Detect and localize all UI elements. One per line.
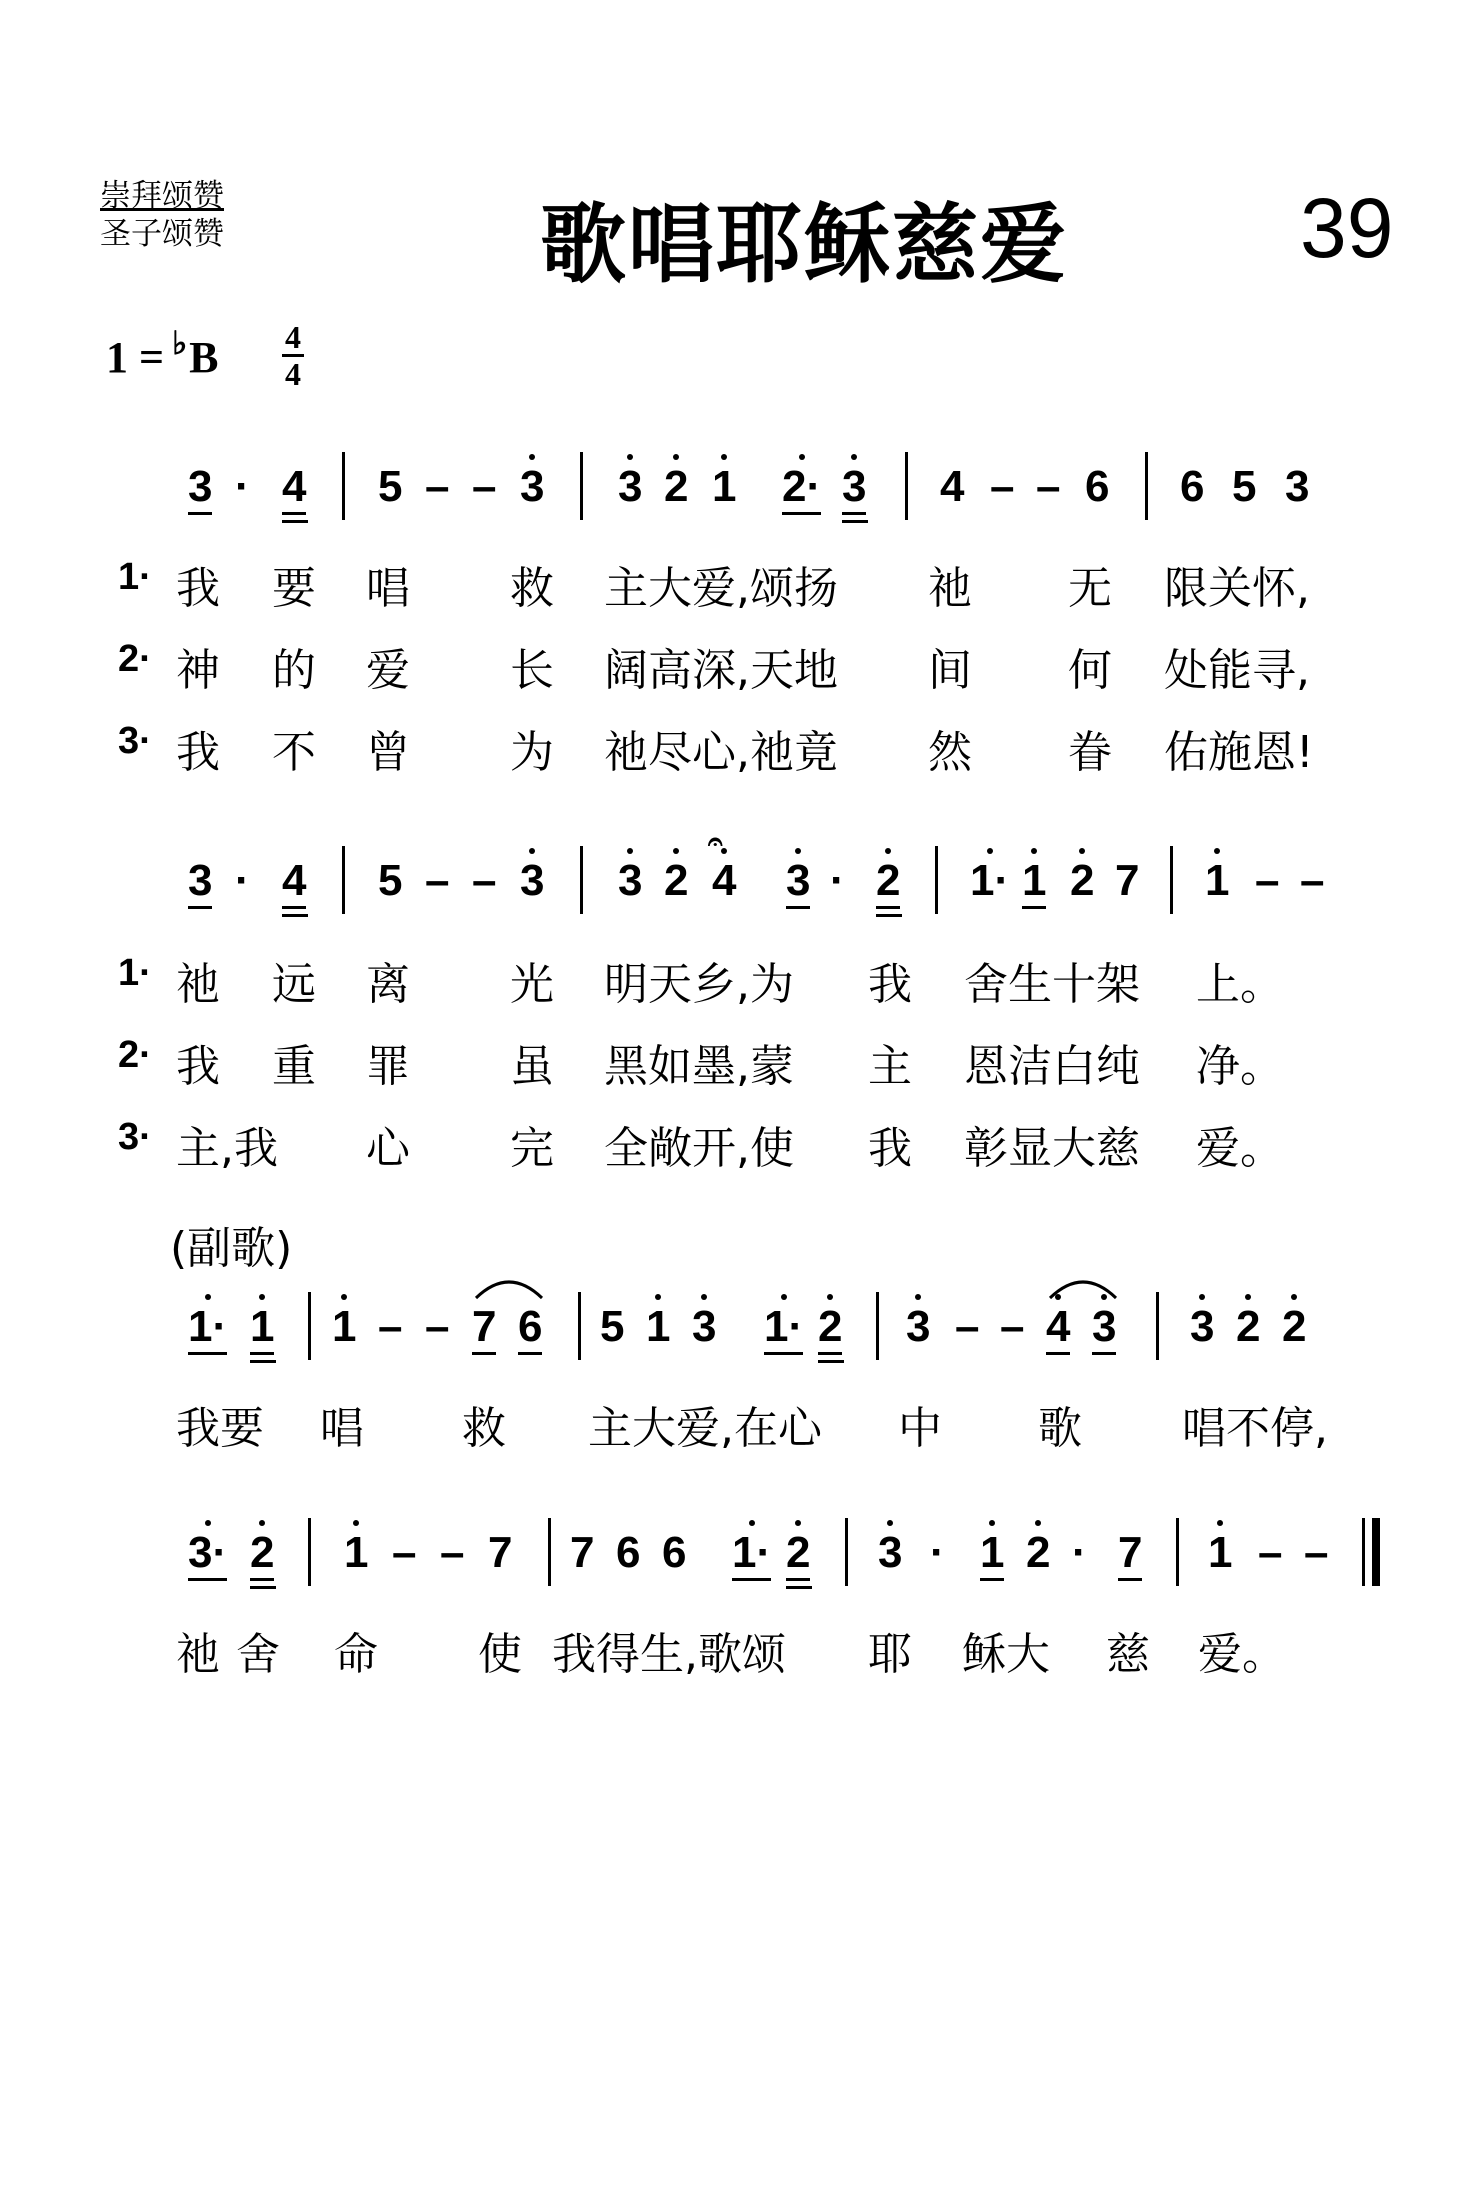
lyric: 祂 (928, 563, 972, 614)
lyric: 唱不停, (1182, 1403, 1328, 1454)
lyric: 眷 (1068, 727, 1112, 778)
note: 3 (520, 462, 545, 511)
note: · (235, 462, 250, 511)
lyric: 我 (868, 1123, 912, 1174)
note: 2 (664, 856, 689, 905)
verse-number: 2· (118, 1034, 152, 1076)
flat-sign: ♭ (172, 325, 188, 361)
lyric: 上。 (1196, 959, 1284, 1010)
note: 3 (786, 856, 810, 909)
note: – (1304, 1528, 1329, 1577)
lyric: 唱 (320, 1403, 364, 1454)
note: – (1258, 1528, 1283, 1577)
note: 6 (662, 1528, 687, 1577)
verse-1-line-1 (0, 552, 1477, 612)
lyric: 使 (478, 1629, 522, 1680)
notation-line-1 (0, 462, 1477, 522)
note: 5 (378, 462, 403, 511)
note: – (1036, 462, 1061, 511)
note: 7 (1115, 856, 1140, 905)
verse-number: 1· (118, 556, 152, 598)
hymn-number: 39 (1300, 181, 1394, 275)
note: 2 (664, 462, 689, 511)
lyric: 阔高深,天地 (604, 645, 838, 696)
barline (935, 846, 938, 914)
note: 3 (618, 462, 643, 511)
note: 6 (1085, 462, 1110, 511)
key-prefix: 1 = (106, 333, 165, 382)
barline (1145, 452, 1148, 520)
note: – (990, 462, 1015, 511)
note: 7 (570, 1528, 595, 1577)
note: – (425, 856, 450, 905)
verse-number: 2· (118, 638, 152, 680)
barline (342, 846, 345, 914)
chorus-lyrics-1 (0, 1392, 1477, 1452)
lyric: 舍生十架 (964, 959, 1140, 1010)
note: · (830, 856, 845, 905)
lyric: 主,我 (176, 1123, 278, 1174)
barline (548, 1518, 551, 1586)
lyric: 罪 (366, 1041, 410, 1092)
barline (845, 1518, 848, 1586)
lyric: 长 (510, 645, 554, 696)
verse-number: 1· (118, 952, 152, 994)
lyric: 稣大 (962, 1629, 1050, 1680)
note: 4 (282, 462, 306, 515)
verse-2-line-2 (0, 1030, 1477, 1090)
note: 2 (1236, 1302, 1261, 1351)
note: 1 (646, 1302, 671, 1351)
barline (580, 452, 583, 520)
lyric: 彰显大慈 (964, 1123, 1140, 1174)
note: 5 (1232, 462, 1257, 511)
barline (580, 846, 583, 914)
note: – (472, 462, 497, 511)
note: 5 (600, 1302, 625, 1351)
note: – (425, 462, 450, 511)
note: 1 (250, 1302, 274, 1355)
slur-icon (1048, 1276, 1118, 1300)
lyric: 我得生,歌颂 (552, 1629, 786, 1680)
lyric: 然 (928, 727, 972, 778)
final-barline (1362, 1518, 1365, 1586)
lyric: 我 (868, 959, 912, 1010)
lyric: 中 (898, 1403, 942, 1454)
note: 1 (1022, 856, 1046, 909)
note: 3 (1285, 462, 1310, 511)
barline (342, 452, 345, 520)
lyric: 处能寻, (1164, 645, 1310, 696)
note: 3 (618, 856, 643, 905)
lyric: 光 (510, 959, 554, 1010)
note: 3 (188, 856, 212, 909)
lyric: 远 (272, 959, 316, 1010)
note: 5 (378, 856, 403, 905)
barline (1176, 1518, 1179, 1586)
key-signature (106, 325, 219, 383)
barline (308, 1518, 311, 1586)
lyric: 神 (176, 645, 220, 696)
note: 1· (970, 856, 1010, 905)
verse-3-line-2 (0, 1112, 1477, 1172)
note: 6 (616, 1528, 641, 1577)
note: 4 (282, 856, 306, 909)
chorus-label: (副歌) (170, 1223, 293, 1274)
lyric: 救 (462, 1403, 506, 1454)
note: 2 (786, 1528, 810, 1581)
lyric: 恩洁白纯 (964, 1041, 1140, 1092)
lyric: 主大爱,在心 (588, 1403, 822, 1454)
lyric: 为 (510, 727, 554, 778)
note: 1 (1205, 856, 1230, 905)
time-signature (282, 320, 304, 391)
note: 2 (250, 1528, 274, 1581)
lyric: 慈 (1106, 1629, 1150, 1680)
note: 3 (692, 1302, 717, 1351)
note: 1· (764, 1302, 803, 1355)
note: · (235, 856, 250, 905)
note: – (955, 1302, 980, 1351)
note: 2 (876, 856, 900, 909)
lyric: 完 (510, 1123, 554, 1174)
note: 1 (980, 1528, 1004, 1581)
note: – (1300, 856, 1325, 905)
note: 3 (1190, 1302, 1215, 1351)
note: 6 (1180, 462, 1205, 511)
note: 1 (344, 1528, 369, 1577)
note: 1· (188, 1302, 227, 1355)
note: 1 (712, 462, 737, 511)
barline (578, 1292, 581, 1360)
slur-icon (474, 1276, 544, 1300)
lyric: 救 (510, 563, 554, 614)
lyric: 重 (272, 1041, 316, 1092)
time-bottom: 4 (285, 356, 301, 392)
barline (308, 1292, 311, 1360)
notation-line-4 (0, 1528, 1477, 1588)
note: 3 (188, 462, 212, 515)
note: 2 (1070, 856, 1095, 905)
note: 2 (1282, 1302, 1307, 1351)
note: 6 (518, 1302, 542, 1355)
note: 3 (878, 1528, 903, 1577)
note: 4 (940, 462, 965, 511)
category-worship: 崇拜颂赞 (100, 178, 224, 214)
note: 4 (712, 856, 737, 905)
note: · (930, 1528, 945, 1577)
verse-2-line-1 (0, 634, 1477, 694)
lyric: 离 (366, 959, 410, 1010)
lyric: 佑施恩! (1164, 727, 1314, 778)
note: – (472, 856, 497, 905)
lyric: 不 (272, 727, 316, 778)
note: 4 (1046, 1302, 1070, 1355)
lyric: 我 (176, 727, 220, 778)
lyric: 全敞开,使 (604, 1123, 794, 1174)
note: 3 (906, 1302, 931, 1351)
note: 7 (472, 1302, 496, 1355)
lyric: 舍 (236, 1629, 280, 1680)
category-son: 圣子颂赞 (100, 216, 224, 252)
verse-number: 3· (118, 720, 152, 762)
note: 7 (1118, 1528, 1142, 1581)
barline (1170, 846, 1173, 914)
note: 2· (782, 462, 821, 515)
note: 7 (488, 1528, 513, 1577)
note: · (1072, 1528, 1087, 1577)
notation-line-3 (0, 1302, 1477, 1362)
lyric: 心 (366, 1123, 410, 1174)
fermata-icon: 𝄐 (708, 826, 723, 856)
note: 1 (1208, 1528, 1233, 1577)
note: 3 (1092, 1302, 1116, 1355)
verse-number: 3· (118, 1116, 152, 1158)
lyric: 虽 (510, 1041, 554, 1092)
key-note: B (189, 333, 219, 382)
lyric: 唱 (366, 563, 410, 614)
barline (1156, 1292, 1159, 1360)
lyric: 爱。 (1196, 1123, 1284, 1174)
lyric: 我要 (176, 1403, 264, 1454)
lyric: 祂 (176, 959, 220, 1010)
lyric: 我 (176, 1041, 220, 1092)
lyric: 爱 (366, 645, 410, 696)
note: – (1255, 856, 1280, 905)
lyric: 祂尽心,祂竟 (604, 727, 838, 778)
lyric: 限关怀, (1164, 563, 1310, 614)
lyric: 要 (272, 563, 316, 614)
lyric: 我 (176, 563, 220, 614)
lyric: 歌 (1038, 1403, 1082, 1454)
lyric: 黑如墨,蒙 (604, 1041, 794, 1092)
note: – (440, 1528, 465, 1577)
note: 3 (842, 462, 866, 515)
time-top: 4 (285, 319, 301, 355)
final-barline-thick (1372, 1518, 1380, 1586)
page-title: 歌唱耶稣慈爱 (540, 195, 1068, 295)
lyric: 祂 (176, 1629, 220, 1680)
note: 3· (188, 1528, 227, 1581)
lyric: 曾 (366, 727, 410, 778)
lyric: 净。 (1196, 1041, 1284, 1092)
note: 2 (1026, 1528, 1051, 1577)
lyric: 何 (1068, 645, 1112, 696)
note: – (378, 1302, 403, 1351)
lyric: 命 (334, 1629, 378, 1680)
note: 1 (332, 1302, 357, 1351)
note: 3 (520, 856, 545, 905)
chorus-lyrics-2 (0, 1618, 1477, 1678)
lyric: 主大爱,颂扬 (604, 563, 838, 614)
lyric: 主 (868, 1041, 912, 1092)
note: 1· (732, 1528, 771, 1581)
barline (905, 452, 908, 520)
verse-1-line-2 (0, 948, 1477, 1008)
note: 2 (818, 1302, 842, 1355)
lyric: 间 (928, 645, 972, 696)
barline (876, 1292, 879, 1360)
verse-3-line-1 (0, 716, 1477, 776)
lyric: 明天乡,为 (604, 959, 794, 1010)
lyric: 的 (272, 645, 316, 696)
lyric: 无 (1068, 563, 1112, 614)
note: – (1000, 1302, 1025, 1351)
notation-line-2 (0, 826, 1477, 916)
note: – (425, 1302, 450, 1351)
lyric: 爱。 (1198, 1629, 1286, 1680)
lyric: 耶 (868, 1629, 912, 1680)
note: – (392, 1528, 417, 1577)
